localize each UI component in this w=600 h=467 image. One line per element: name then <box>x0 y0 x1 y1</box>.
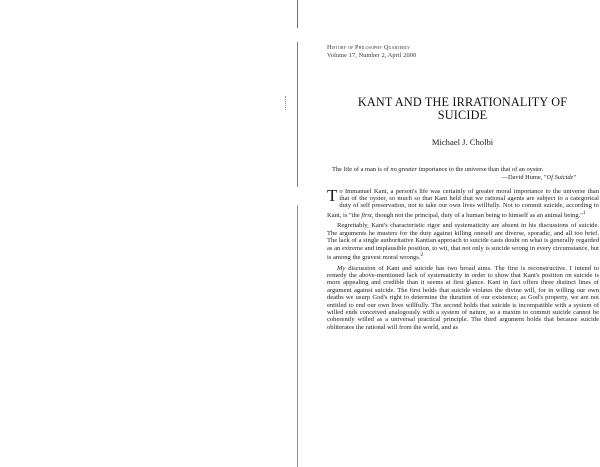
article-author: Michael J. Cholbi <box>431 137 494 147</box>
footnote-marker-1[interactable]: 1 <box>582 209 586 216</box>
footnote-marker-2[interactable]: 2 <box>420 252 424 259</box>
journal-name: History of Philosophy Quarterly <box>327 44 411 51</box>
epigraph-text-b: importance to the universe than that of an oyster. <box>416 166 544 173</box>
paragraph-3-text: discussion of Kant and suicide has two broad aims. The first is reconstructive. I intend to remedy the above-mentioned lack of systematicity in order to show that Kant's position on suicide is more appealing and credible than it seems at first glance. Kant in fact offers three distinct lines of argument against suicide. The first holds that suicide violates the divine will, for in willing our own deaths we usurp God's right to determine the duration of our existence; as God's property, we are not entitled to end our own lives willfully. The second holds that suicide is incompatible with a system of willed ends conceived analogously with a system of nature, so a maxim to commit suicide cannot be coherently willed as a universal practical principle. The third argument holds that because suicide obliterates the rational will from the world, and as <box>327 264 599 331</box>
article-body <box>327 185 599 332</box>
paragraph-2-text: Regrettably, Kant's characteristic rigor and systematicity are absent in his discussions of suicide. The arguments he musters for the duty against killing oneself are diverse, sporadic, and all too brief. The lack of a single authoritative Kantian approach to suicide casts doubt on what is generally regarded as an extreme and implausible position, to wit, that not only is suicide wrong in every circumstance, but is among the gravest moral wrongs. <box>327 222 599 262</box>
article-title-line1: KANT AND THE IRRATIONALITY OF <box>357 95 568 109</box>
epigraph-text-a: The life of a man is of <box>332 166 391 173</box>
paragraph-1-emphasis: first, <box>361 211 374 219</box>
drop-cap: T <box>327 185 338 205</box>
journal-issue: Volume 17, Number 2, April 2000 <box>327 52 417 59</box>
epigraph-attribution-b: " <box>573 173 576 181</box>
epigraph-attribution-a: —David Hume, " <box>501 173 547 181</box>
epigraph <box>332 166 587 174</box>
article-page <box>327 44 598 334</box>
paragraph-3 <box>327 265 599 332</box>
paragraph-3-emphasis: My <box>337 264 346 272</box>
epigraph-emphasis: no greater <box>390 166 417 173</box>
article-title-line2: SUICIDE <box>437 108 488 122</box>
paragraph-1-text-a: o Immanuel Kant, a person's life was certainly of greater moral importance to the universe than that of the oyster, so much so that Kant held that we rational agents are subject to a categorical duty of self preservation, not to take our own lives willfully. Not to commit suicide, according to Kant, is "the <box>327 187 599 219</box>
article-title <box>327 96 598 122</box>
epigraph-attribution <box>327 174 576 182</box>
paragraph-1 <box>327 185 599 220</box>
page-gutter-line <box>297 0 298 467</box>
paragraph-2 <box>327 222 599 261</box>
journal-header <box>327 44 598 60</box>
paragraph-1-text-b: though not the principal, duty of a human being to himself as an animal being." <box>373 211 583 219</box>
epigraph-attribution-title: Of Suicide <box>546 173 574 181</box>
gutter-mark <box>285 96 290 110</box>
